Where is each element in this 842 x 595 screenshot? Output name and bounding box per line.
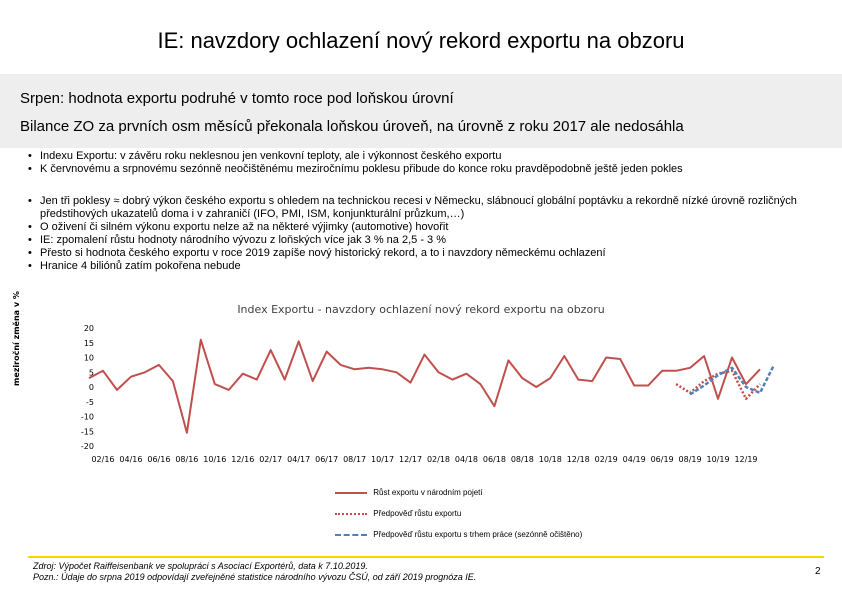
y-tick-label: -10 [80,412,94,422]
y-tick-label: 15 [83,338,94,348]
x-tick-label: 02/18 [426,455,451,464]
y-tick-label: -5 [86,397,94,407]
x-tick-label: 08/17 [343,455,367,464]
legend-swatch-solid [335,492,367,494]
legend-item-forecast [335,509,461,518]
x-tick-label: 12/19 [734,455,758,464]
legend-label: Předpověď růstu exportu s trhem práce (sezónně očištěno) [373,530,583,539]
series-line-dotted [676,371,760,399]
x-tick-label: 06/17 [315,455,339,464]
y-axis-label: meziroční změna v % [12,291,21,386]
chart-title: Index Exportu - navzdory ochlazení nový rekord exportu na obzoru [237,303,605,316]
legend-item-forecast-sa [335,530,582,539]
x-tick-label: 10/18 [538,455,562,464]
x-tick-labels [91,455,757,464]
bullet-item: • O oživení či silném výkonu exportu nelze až na některé výjimky (automotive) hovořit [28,221,818,234]
y-tick-label: 20 [83,324,94,333]
x-tick-label: 12/18 [566,455,590,464]
x-tick-label: 08/18 [510,455,534,464]
y-tick-label: 0 [88,383,94,392]
bullet-item: • Hranice 4 biliónů zatím pokořena nebude [28,260,818,273]
y-tick-labels [81,324,94,451]
x-tick-label: 08/19 [678,455,702,464]
bullet-item: • Přesto si hodnota českého exportu v roce 2019 zapíše nový historický rekord, a to i navzdory německému ochlazení [28,247,818,260]
page-number: 2 [815,566,821,577]
x-tick-label: 04/17 [287,455,311,464]
x-tick-label: 04/16 [119,455,143,464]
legend-swatch-dashed [335,534,367,536]
y-tick-label: 10 [83,353,94,363]
y-tick-label: -15 [80,427,94,437]
x-tick-label: 04/18 [454,455,478,464]
legend-item-actual [335,488,483,497]
page-title: IE: navzdory ochlazení nový rekord exportu na obzoru [157,28,685,53]
series-line-dashed [690,365,774,395]
x-tick-label: 02/19 [594,455,618,464]
x-tick-label: 12/16 [231,455,255,464]
x-tick-label: 10/19 [706,455,730,464]
y-tick-label: 5 [88,368,94,378]
x-tick-label: 08/16 [175,455,199,464]
bullet-item: • K červnovému a srpnovému sezónně neočištěnému meziročnímu poklesu přibude do konce roku pravděpodobně ještě jeden pokles [28,163,808,176]
footer-notes [33,561,476,583]
x-tick-label: 06/19 [650,455,674,464]
bullet-item: • Indexu Exportu: v závěru roku neklesnou jen venkovní teploty, ale i výkonnost českého exportu [28,150,808,163]
bullet-item: • IE: zpomalení růstu hodnoty národního vývozu z loňských více jak 3 % na 2,5 - 3 % [28,234,818,247]
x-tick-label: 04/19 [622,455,646,464]
bullet-item: • Jen tři poklesy ≈ dobrý výkon českého exportu s ohledem na technickou recesi v Německu, slábnoucí globální poptávku a rekordně nízké úrovně rozličných předstihových ukazatelů doma i v zahraničí (IFO, PMI, ISM, konjunkturální průzkum,…) [28,195,818,221]
series-line-solid [89,340,760,433]
y-tick-label: -20 [80,442,94,451]
footer-rule [28,556,824,558]
legend-swatch-dotted [335,513,367,515]
subtitle-2: Bilance ZO za prvních osm měsíců překonala loňskou úroveň, na úrovně z roku 2017 ale nedosáhla [20,118,684,135]
x-tick-label: 02/16 [91,455,115,464]
subtitle-1: Srpen: hodnota exportu podruhé v tomto roce pod loňskou úrovní [20,90,454,107]
x-tick-label: 10/16 [203,455,227,464]
chart-series [89,340,774,433]
footer-note: Pozn.: Údaje do srpna 2019 odpovídají zveřejněné statistice národního vývozu ČSÚ, od září 2019 prognóza IE. [33,572,477,582]
x-tick-label: 06/16 [147,455,171,464]
footer-source: Zdroj: Výpočet Raiffeisenbank ve spolupráci s Asociací Exportérů, data k 7.10.2019. [33,561,368,571]
x-tick-label: 02/17 [259,455,283,464]
x-tick-label: 12/17 [398,455,423,464]
x-tick-label: 10/17 [371,455,395,464]
legend-label: Předpověď růstu exportu [373,509,462,518]
legend-label: Růst exportu v národním pojetí [373,488,483,497]
x-tick-label: 06/18 [482,455,506,464]
